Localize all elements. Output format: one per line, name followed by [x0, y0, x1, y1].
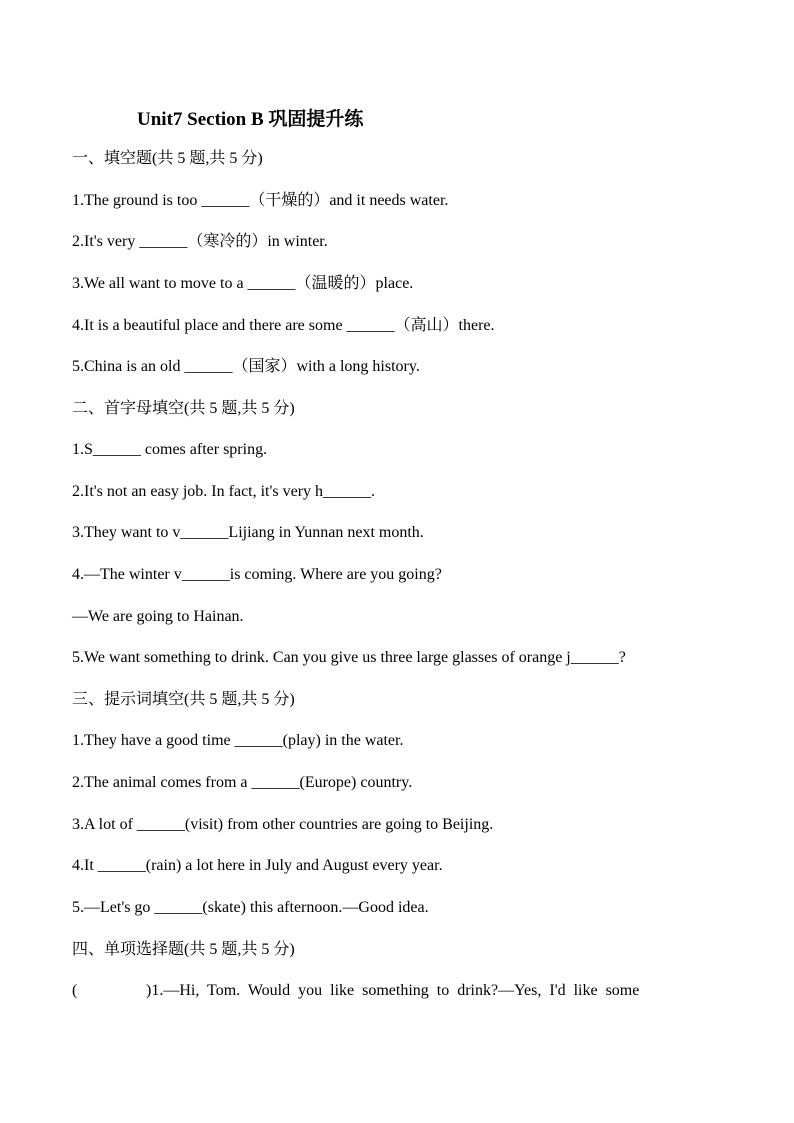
question-line: 4.It ______(rain) a lot here in July and August every year. [72, 857, 443, 874]
question-line: 3.A lot of ______(visit) from other countries are going to Beijing. [72, 816, 494, 833]
section-heading-2: 二、首字母填空(共 5 题,共 5 分) [72, 400, 295, 417]
question-line: 3.We all want to move to a ______（温暖的）place. [72, 275, 414, 292]
question-line: 5.—Let's go ______(skate) this afternoon.—Good idea. [72, 899, 429, 916]
question-line: 1.The ground is too ______（干燥的）and it needs water. [72, 192, 449, 209]
question-line: 4.It is a beautiful place and there are some ______（高山）there. [72, 317, 495, 334]
choice-question-line [72, 981, 723, 1001]
question-line: 1.S______ comes after spring. [72, 441, 268, 458]
question-line: 2.It's very ______（寒冷的）in winter. [72, 233, 328, 250]
question-line: 5.China is an old ______（国家）with a long history. [72, 358, 420, 375]
question-line: 1.They have a good time ______(play) in the water. [72, 732, 404, 749]
question-line: 2.It's not an easy job. In fact, it's very h______. [72, 483, 376, 500]
section-heading-4: 四、单项选择题(共 5 题,共 5 分) [72, 941, 295, 958]
choice-question-text: )1.—Hi, Tom. Would you like something to drink?—Yes, I'd like some [146, 982, 640, 999]
question-line: 5.We want something to drink. Can you give us three large glasses of orange j______? [72, 649, 626, 666]
section-heading-1: 一、填空题(共 5 题,共 5 分) [72, 150, 263, 167]
page-title: Unit7 Section B 巩固提升练 [137, 109, 364, 130]
question-line: 4.—The winter v______is coming. Where are you going? [72, 566, 442, 583]
question-line: 3.They want to v______Lijiang in Yunnan next month. [72, 524, 424, 541]
question-line: 2.The animal comes from a ______(Europe) country. [72, 774, 413, 791]
question-line: —We are going to Hainan. [72, 608, 244, 625]
section-heading-3: 三、提示词填空(共 5 题,共 5 分) [72, 691, 295, 708]
answer-paren: ( [72, 982, 78, 999]
